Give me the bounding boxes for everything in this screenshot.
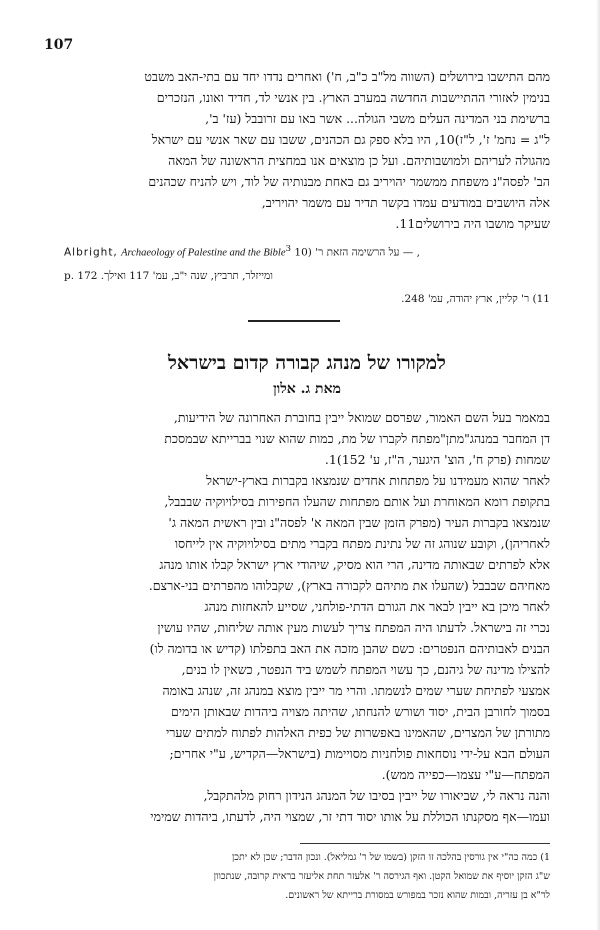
text-line: המפתח—ע"י עצמו—כפייה ממש). bbox=[381, 767, 550, 782]
text-line: מהגולה לעריהם ולמושבותיהם. ועל כן מוצאים אנו במחצית הראשונה של המאה bbox=[168, 153, 550, 168]
footnote-10-title: Archaeology of Palestine and the Bible bbox=[121, 247, 286, 259]
text-line: שעיקר מושבו היה בירושלים11. bbox=[395, 216, 550, 231]
footnote-line: ש"ג הזקן יוסיף את שמואל הקטן. ואף הגירסה ר' אלעזר תחת אליעזר בראית קרובה, שנתכוון bbox=[213, 871, 550, 882]
text-line: הבנים לאבותיהם הנפטרים: כשם שהבן מזכה את האב בתפלתו (קדיש או בדומה לו) bbox=[149, 641, 550, 656]
bottom-footnote bbox=[64, 848, 550, 905]
text-line: הב' לפסה"נ משפחת ממשמר יהויריב גם באחת מבנותיה של לוד, ויש להניח שכהנים bbox=[148, 174, 550, 189]
article-title: למקורו של מנהג קבורה קדום בישראל bbox=[168, 352, 446, 374]
text-line: מאחיהם שבבבל (שהעלו את מתיהם לקבורה בארץ), שקבלוהו מהפרתים בני-ארצם. bbox=[148, 578, 550, 593]
text-line: במאמר בעל השם האמור, שפרסם שמואל ייבין בחוברת האחרונה של הידיעות, bbox=[173, 410, 550, 425]
footnote-10-hebrew: , — על הרשימה הזאת ר' (10 bbox=[294, 246, 420, 259]
section-divider bbox=[248, 320, 340, 322]
footnote-10-hebrew-cont: ומייזלר, תרביץ, שנה י"ב, עמ' 117 ואילך. bbox=[100, 269, 273, 282]
text-line: והנה נראה לי, שביאורו של ייבין בסיבו של המנהג הנידון רחוק מלהתקבל, bbox=[203, 788, 550, 803]
text-line: שמחות (פרק ח', הוצ' היגער, ה"ז, ע' 152)1. bbox=[324, 452, 550, 467]
footnote-10-page: p. 172 bbox=[64, 269, 98, 282]
text-line: בתקופת רומא המאוחרת ועל אותם מפתחות שהעלו החפירות בסילויוקיה שבבבל, bbox=[164, 494, 550, 509]
text-line: מתורתן של המצרים, שהאמינו באפשרות של כפית האלהות לפתוח למתים שערי bbox=[165, 725, 550, 740]
footnote-line: 1) כמה כה"י אין גורסין בהלכה זו הזקן (בשמו של ר' גמליאל). ונכון הדבר; שכן לא יתכן bbox=[231, 852, 550, 863]
text-line: בנימין לאזורי ההתיישבות החדשה במערב הארץ. בין אנשי לד, חדיד ואונו, הנזכרים bbox=[156, 90, 550, 105]
footnote-10-continued bbox=[64, 265, 550, 288]
text-line: אמצעי לפתיחת שערי שמים לנשמתו. והרי מר ייבין מוצא במנהג זה, שנהג באומה bbox=[162, 683, 550, 698]
text-line: ל"ג = נחמ' ז', ל"ז)10, היו בלא ספק גם הכהנים, ששבו עם שאר אנשי עם ישראל bbox=[151, 132, 550, 147]
text-line: ועמו—אף מסקנתו הכוללת על אותו יסוד דתי זר, שמצוי היה, לדעתו, ביהדות שמימי bbox=[150, 809, 550, 824]
text-line: לאחריהן), וקובע שנוהג זה של נתינת מפתח בקברי מתים בסילויוקיה אין לייחסו bbox=[174, 536, 550, 551]
text-line: להצילו מדינה של גיהנם, כך עשוי המפתח לשמש ביד הנפטר, כשאין לו בנים, bbox=[181, 662, 550, 677]
text-line: אלה היושבים במודעים עמדו בקשר תדיר עם משמר יהויריב, bbox=[261, 195, 550, 210]
text-line: אלא לפרתים שבאותה מדינה, הרי הוא מסיק, שיהודי ארץ ישראל קבלו אותו מנהג bbox=[159, 557, 550, 572]
scan-edge-shadow bbox=[596, 0, 600, 930]
text-line: נכרי זה בישראל. לדעתו היה המפתח צריך לעשות מעין אותה שליחות, שהיו עושין bbox=[157, 620, 550, 635]
text-line: מהם התישבו בירושלים (השווה מל"ב כ"ב, ח') ואחרים נדדו יחד עם בתי-האב משבט bbox=[144, 69, 550, 84]
top-paragraph bbox=[64, 66, 550, 234]
text-line: העולם הבא על-ידי נוסחאות פולחניות מסויימות (בישראל—הקדיש, ע"י אחרים; bbox=[169, 746, 550, 761]
text-line: בסמוך לחורבן הבית, יסוד ושורש להנחתו, שהיתה מצויה ביהדות שבאותן הימים bbox=[170, 704, 550, 719]
footnote-10-author: Albright, bbox=[64, 246, 118, 259]
text-line: שנמצאו בקברות העיר (מפרק הזמן שבין המאה א' לפסה"נ ובין ראשית המאה ג' bbox=[168, 515, 550, 530]
footnote-line: לר"א בן עזריה, ובמות שהוא נזכר במפורש במסורת ברייתא של ראשונים. bbox=[285, 890, 550, 901]
article-body bbox=[64, 407, 550, 827]
text-line: לאחר שהוא מעמידנו על מפתחות אחדים שנמצאו בקברות בארץ-ישראל bbox=[206, 473, 550, 488]
text-line: לאחר מיכן בא ייבין לבאר את הגורם הדתי-פולחני, שסייע להאחזות מנהג bbox=[204, 599, 550, 614]
text-line: דן המחבר במנהג"מתן"מפתח לקברו של מת, כמות שהוא שנוי בברייתא שבמסכת bbox=[164, 431, 550, 446]
text-line: ברשימת בני המדינה העלים משבי הגולה... אשר באו עם זרובבל (עז' ב', bbox=[205, 111, 550, 126]
footnote-10 bbox=[64, 238, 550, 265]
footnote-divider bbox=[300, 843, 550, 844]
top-footnotes bbox=[64, 238, 550, 311]
footnote-10-edition: 3 bbox=[285, 244, 292, 254]
article-byline: מאת ג. אלון bbox=[273, 381, 341, 397]
footnote-11: 11) ר' קליין, ארץ יהודה, עמ' 248. bbox=[401, 292, 550, 305]
page-number: 107 bbox=[44, 37, 74, 53]
